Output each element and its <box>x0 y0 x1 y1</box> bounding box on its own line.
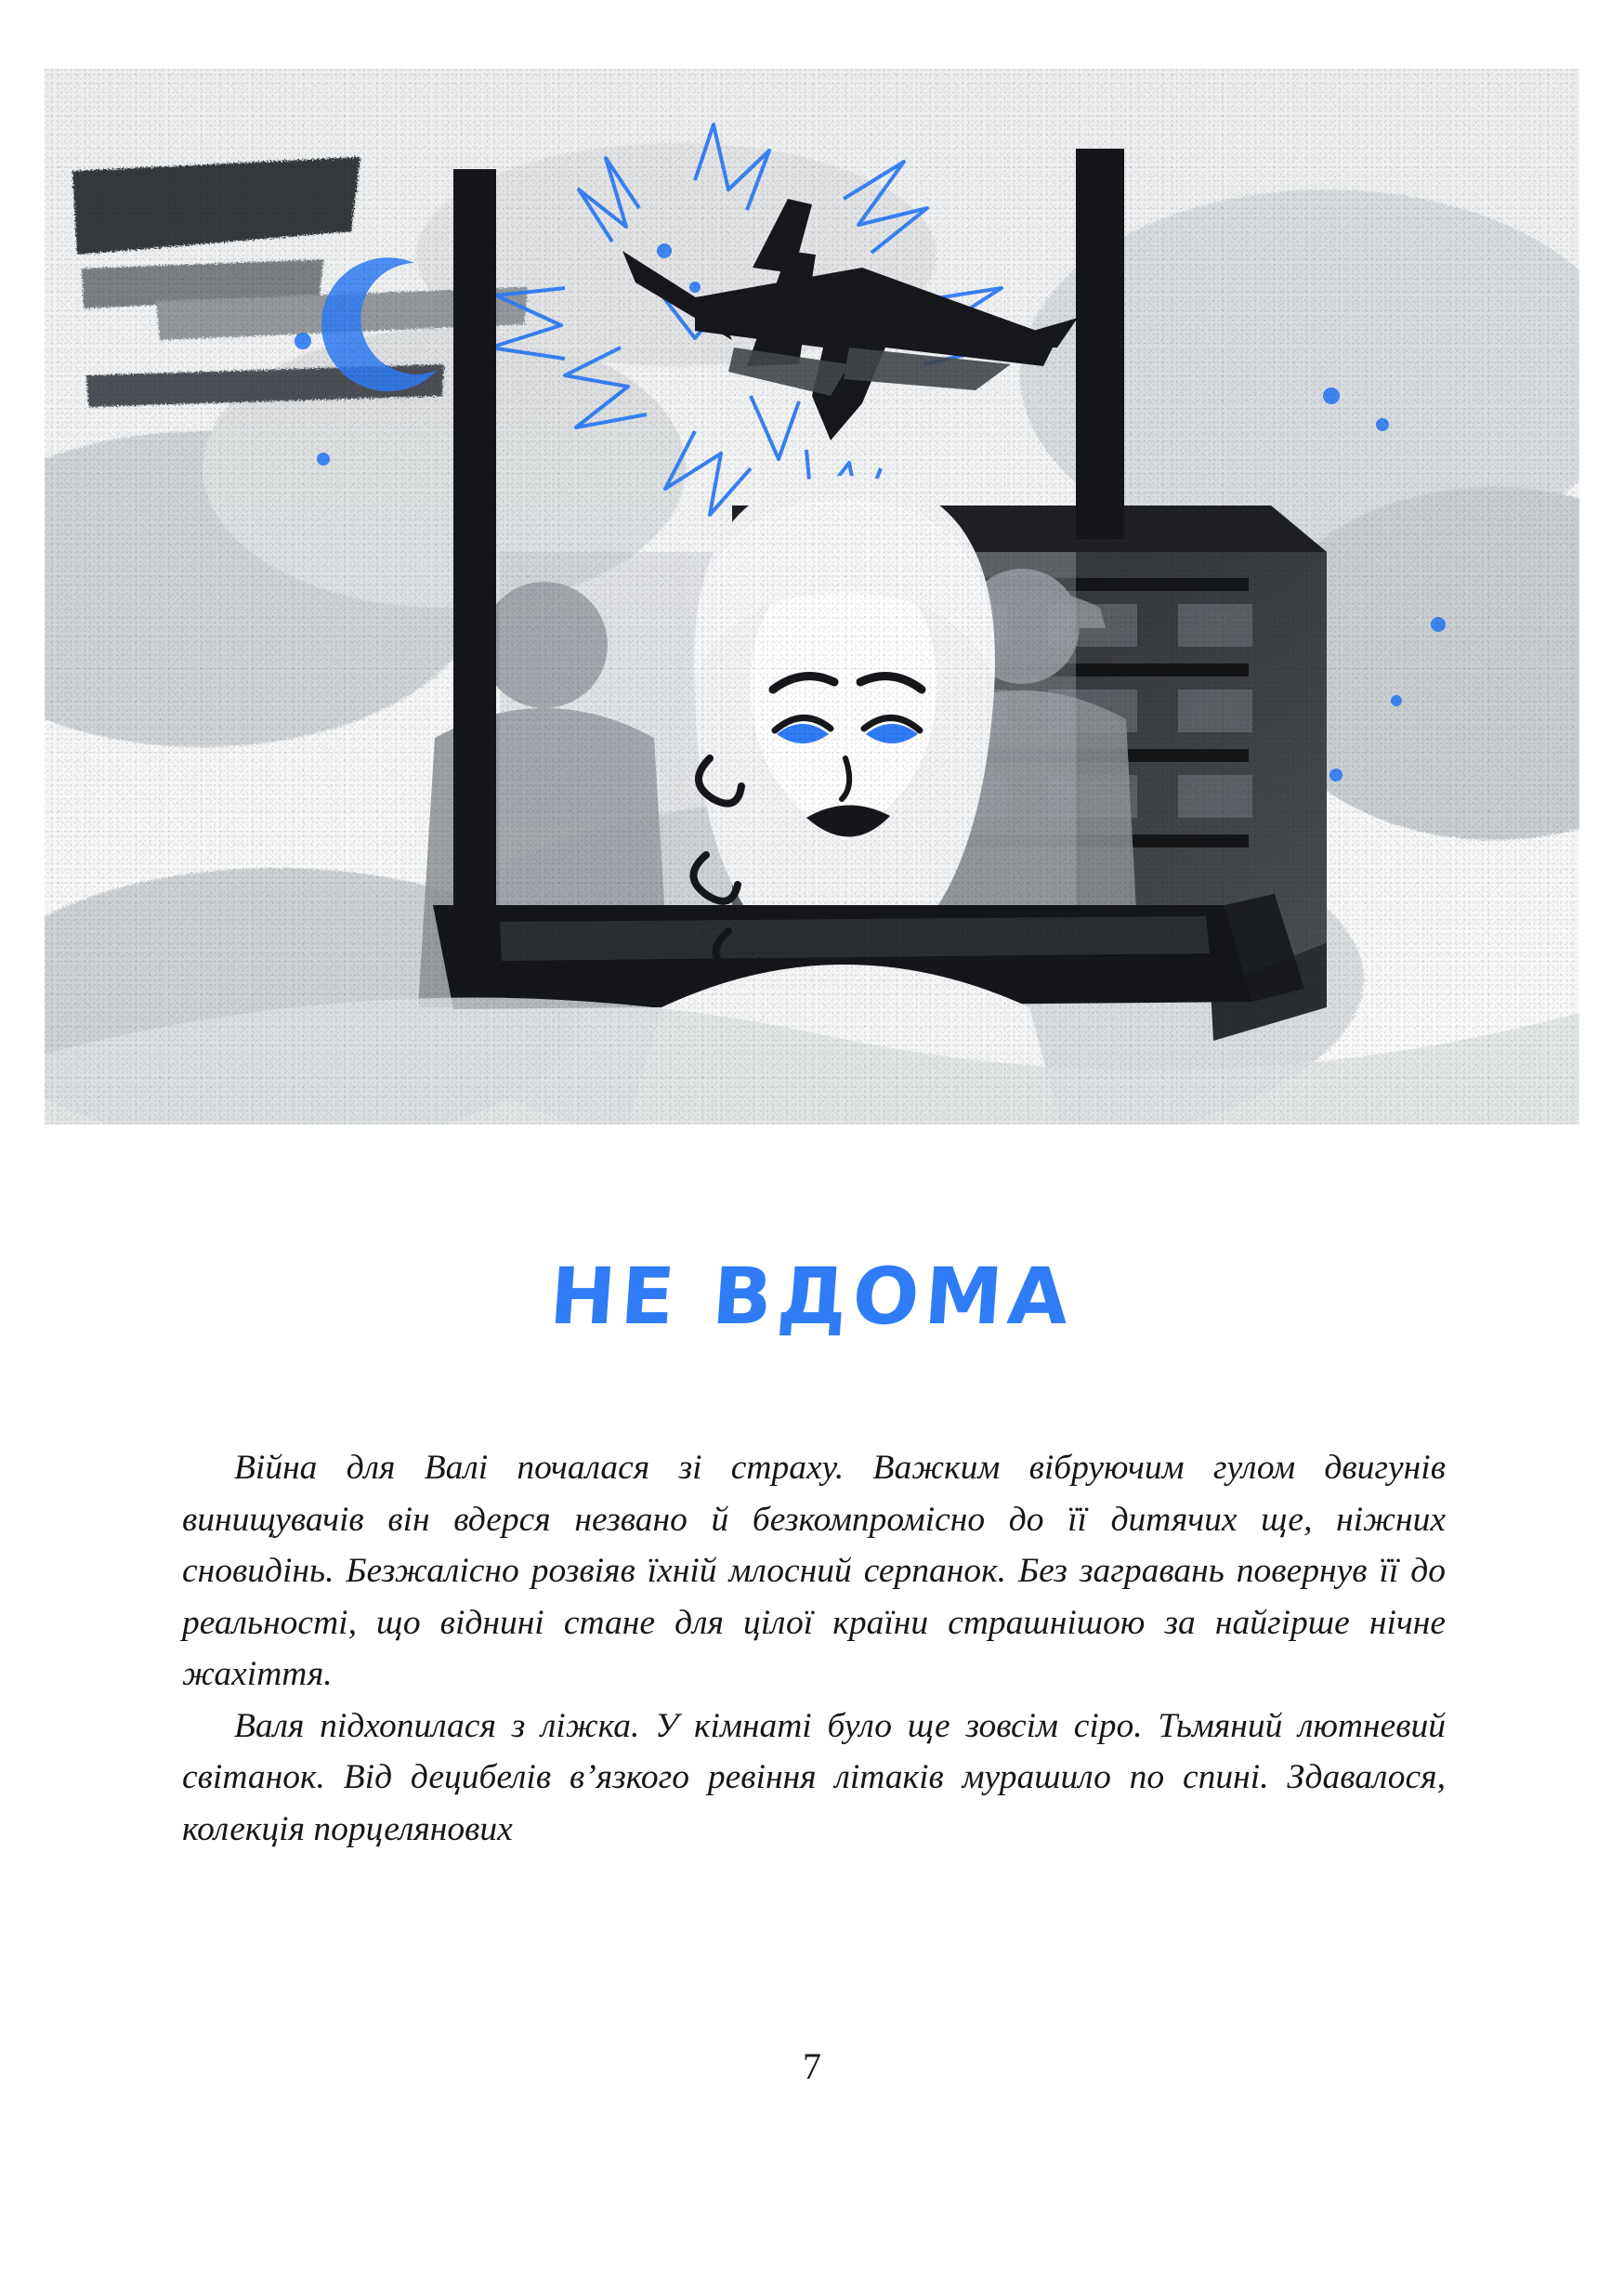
illustration-canvas <box>45 69 1579 1124</box>
page-number: 7 <box>803 2045 821 2087</box>
paragraph: Війна для Валі почалася зі страху. Важким вібруючим гулом двигунів винищувачів він вдерся незвано й безкомпромісно до її дитячих ще, ніжних сновидінь. Безжалісно розвіяв їхній млосний серпанок. Без загравань повернув її до реальності, що віднині стане для цілої країни страшнішою за найгірше нічне жахіття. <box>182 1449 1446 1693</box>
illustration-artwork <box>45 69 1579 1124</box>
chapter-body <box>182 1442 1446 1855</box>
chapter-illustration <box>45 69 1579 1124</box>
chapter-title: НЕ ВДОМА <box>546 1251 1078 1343</box>
paragraph: Валя підхопилася з ліжка. У кімнаті було ще зовсім сіро. Тьмяний лютневий світанок. Від децибелів в’язкого ревіння літаків мурашило по спині. Здавалося, колекція порцелянових <box>182 1706 1446 1848</box>
